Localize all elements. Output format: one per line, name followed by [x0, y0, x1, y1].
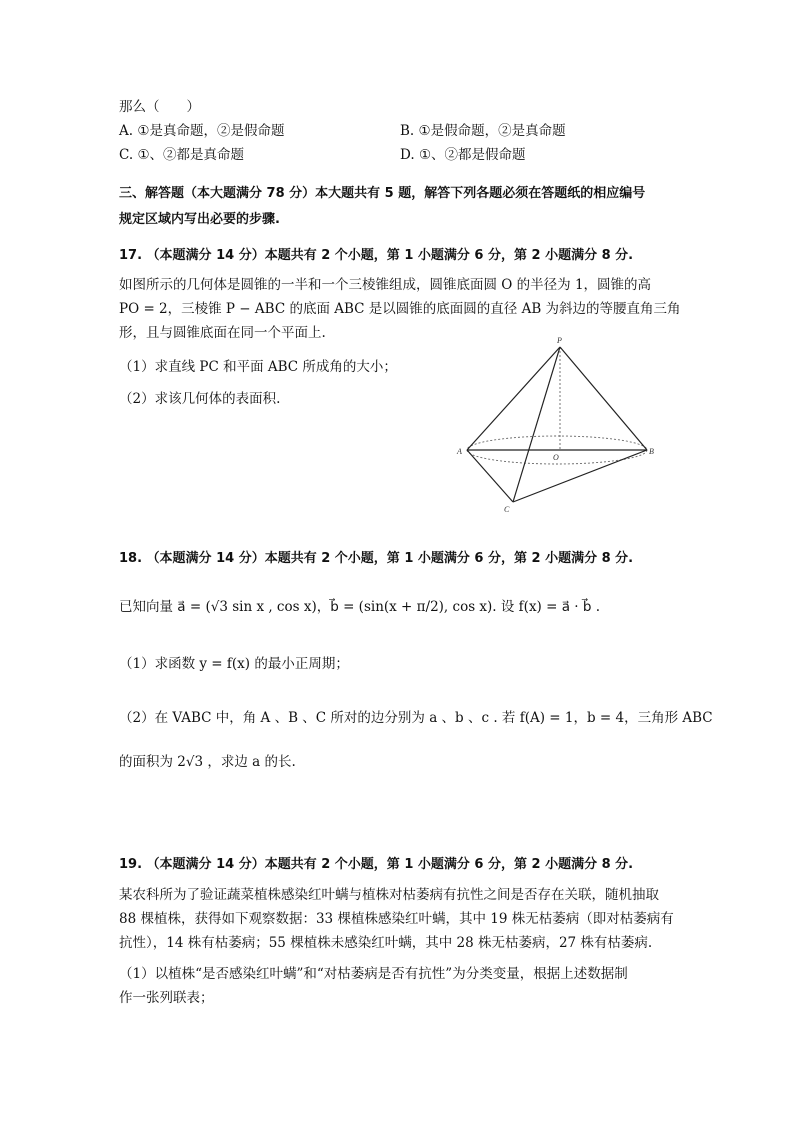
q17-body-line1: 如图所示的几何体是圆锥的一半和一个三棱锥组成，圆锥底面圆 O 的半径为 1，圆锥的高 — [119, 277, 652, 293]
section3-heading-line2: 规定区域内写出必要的步骤. — [119, 212, 280, 227]
q19-body-line3: 抗性），14 株有枯萎病；55 棵植株未感染红叶螨，其中 28 株无枯萎病，27 株有枯萎病. — [119, 935, 653, 951]
q19-part1-line1: （1）以植株“是否感染红叶螨”和“对枯萎病是否有抗性”为分类变量，根据上述数据制 — [119, 966, 628, 982]
q18-given: 已知向量 a⃗ = (√3 sin x , cos x)，b⃗ = (sin(x + π/2), cos x). 设 f(x) = a⃗ · b⃗ . — [119, 599, 601, 615]
label-b: B — [649, 447, 654, 456]
q17-body-line3: 形，且与圆锥底面在同一个平面上. — [119, 325, 326, 341]
edge-pc — [513, 347, 560, 502]
q18-part2-line2: 的面积为 2√3 ，求边 a 的长. — [119, 754, 296, 770]
label-a: A — [457, 447, 462, 456]
edge-pa — [467, 347, 560, 450]
q17-header: 17. （本题满分 14 分）本题共有 2 个小题，第 1 小题满分 6 分，第 2 小题满分 8 分. — [119, 248, 634, 263]
option-b — [400, 121, 566, 141]
option-d-text: ①、②都是假命题 — [418, 147, 526, 163]
label-c: C — [504, 505, 510, 514]
label-p: P — [557, 336, 562, 345]
q19-part1-line2: 作一张列联表； — [119, 990, 214, 1006]
option-a-letter: A. — [119, 123, 134, 139]
option-c-text: ①、②都是真命题 — [137, 147, 245, 163]
q18-part1: （1）求函数 y = f(x) 的最小正周期； — [119, 656, 349, 672]
option-c — [119, 145, 244, 165]
option-d — [400, 145, 526, 165]
option-b-text: ①是假命题，②是真命题 — [418, 123, 566, 139]
section3-heading-line1: 三、解答题（本大题满分 78 分）本大题共有 5 题，解答下列各题必须在答题纸的相应编号 — [119, 186, 646, 201]
edge-ac — [467, 450, 513, 502]
q19-body-line1: 某农科所为了验证蔬菜植株感染红叶螨与植株对枯萎病有抗性之间是否存在关联，随机抽取 — [119, 887, 659, 903]
option-b-letter: B. — [400, 123, 415, 139]
q18-part2-line1: （2）在 VABC 中，角 A 、B 、C 所对的边分别为 a 、b 、c . 若 f(A) = 1，b = 4，三角形 ABC — [119, 710, 713, 726]
label-o: O — [553, 453, 559, 462]
edge-bc — [513, 450, 647, 502]
q18-header: 18. （本题满分 14 分）本题共有 2 个小题，第 1 小题满分 6 分，第 2 小题满分 8 分. — [119, 551, 634, 566]
q19-header: 19. （本题满分 14 分）本题共有 2 个小题，第 1 小题满分 6 分，第 2 小题满分 8 分. — [119, 857, 634, 872]
q17-part1: （1）求直线 PC 和平面 ABC 所成角的大小； — [119, 359, 397, 375]
option-d-letter: D. — [400, 147, 415, 163]
prev-question-stem: 那么（ ） — [119, 99, 200, 115]
q17-part2: （2）求该几何体的表面积. — [119, 391, 281, 407]
pyramid-cone-diagram — [450, 333, 660, 515]
option-c-letter: C. — [119, 147, 134, 163]
edge-pb — [560, 347, 647, 450]
option-a — [119, 121, 284, 141]
q19-body-line2: 88 棵植株，获得如下观察数据：33 棵植株感染红叶螨，其中 19 株无枯萎病（即对枯萎病有 — [119, 911, 674, 927]
option-a-text: ①是真命题，②是假命题 — [137, 123, 285, 139]
pyramid-cone-figure — [450, 333, 660, 515]
q17-body-line2: PO = 2，三棱锥 P − ABC 的底面 ABC 是以圆锥的底面圆的直径 AB 为斜边的等腰直角三角 — [119, 301, 681, 317]
